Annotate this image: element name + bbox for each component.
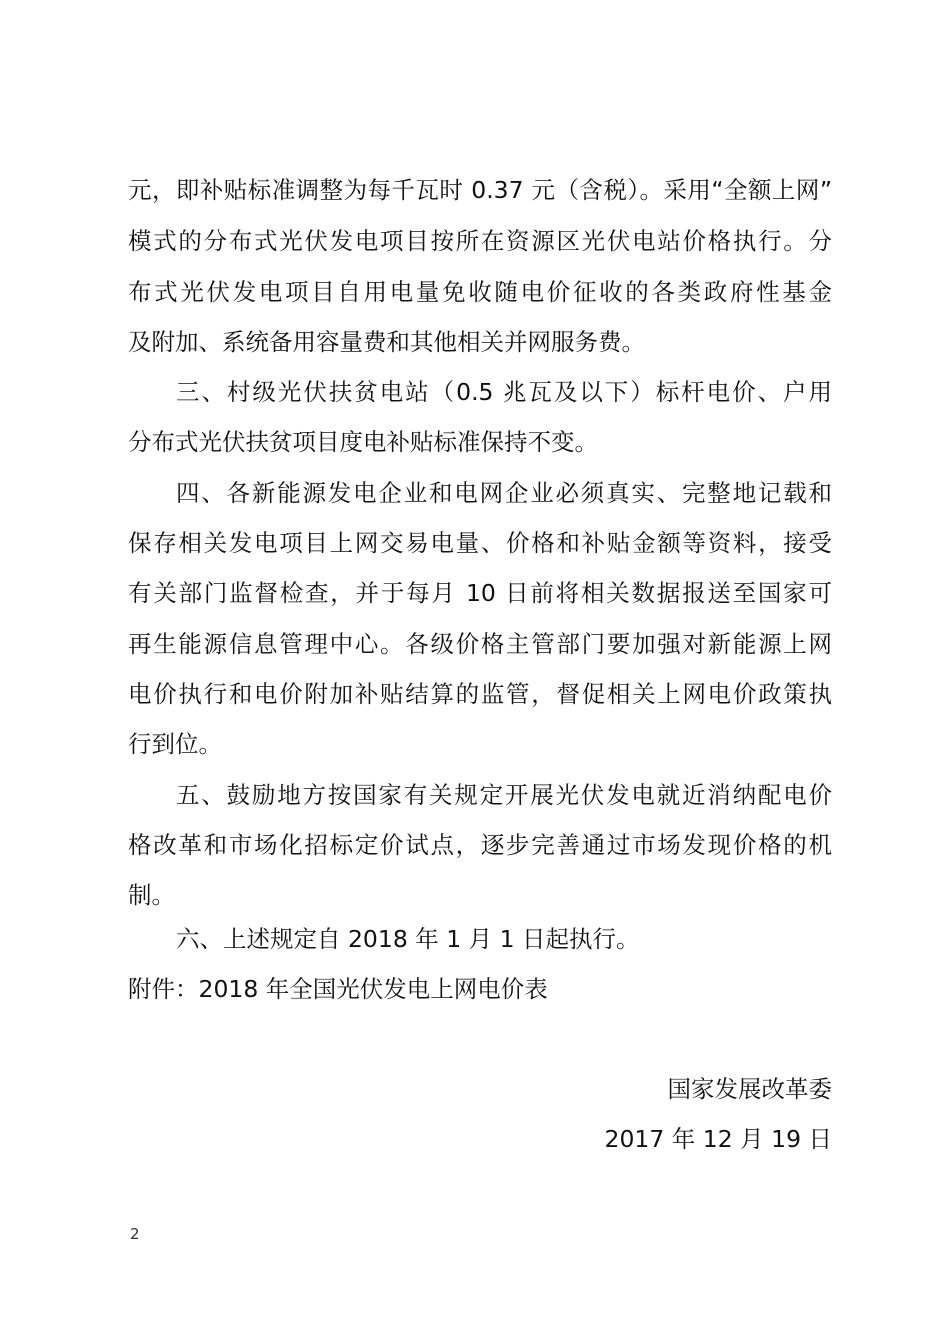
body-line: 再生能源信息管理中心。各级价格主管部门要加强对新能源上网 (128, 630, 832, 658)
paragraph-six: 六、上述规定自 2018 年 1 月 1 日起执行。 (176, 925, 640, 953)
attachment-line: 附件：2018 年全国光伏发电上网电价表 (128, 975, 548, 1003)
body-line: 元，即补贴标准调整为每千瓦时 0.37 元（含税）。采用“全额上网” (128, 176, 832, 204)
body-line: 布式光伏发电项目自用电量免收随电价征收的各类政府性基金 (128, 278, 832, 306)
body-line: 电价执行和电价附加补贴结算的监管，督促相关上网电价政策执 (128, 680, 832, 708)
body-line: 保存相关发电项目上网交易电量、价格和补贴金额等资料，接受 (128, 529, 832, 557)
body-line: 有关部门监督检查，并于每月 10 日前将相关数据报送至国家可 (128, 579, 832, 607)
body-line: 格改革和市场化招标定价试点，逐步完善通过市场发现价格的机 (128, 831, 832, 859)
body-line: 及附加、系统备用容量费和其他相关并网服务费。 (128, 328, 645, 356)
paragraph-five-start: 五、鼓励地方按国家有关规定开展光伏发电就近消纳配电价 (176, 781, 832, 809)
issuing-organization: 国家发展改革委 (667, 1075, 832, 1103)
page-number: 2 (130, 1225, 140, 1243)
paragraph-four-start: 四、各新能源发电企业和电网企业必须真实、完整地记载和 (176, 479, 832, 507)
body-line: 模式的分布式光伏发电项目按所在资源区光伏电站价格执行。分 (128, 227, 832, 255)
body-line: 行到位。 (128, 730, 222, 758)
issue-date: 2017 年 12 月 19 日 (604, 1125, 832, 1153)
body-line: 分布式光伏扶贫项目度电补贴标准保持不变。 (128, 428, 598, 456)
paragraph-three-start: 三、村级光伏扶贫电站（0.5 兆瓦及以下）标杆电价、户用 (176, 378, 832, 406)
body-line: 制。 (128, 881, 175, 909)
